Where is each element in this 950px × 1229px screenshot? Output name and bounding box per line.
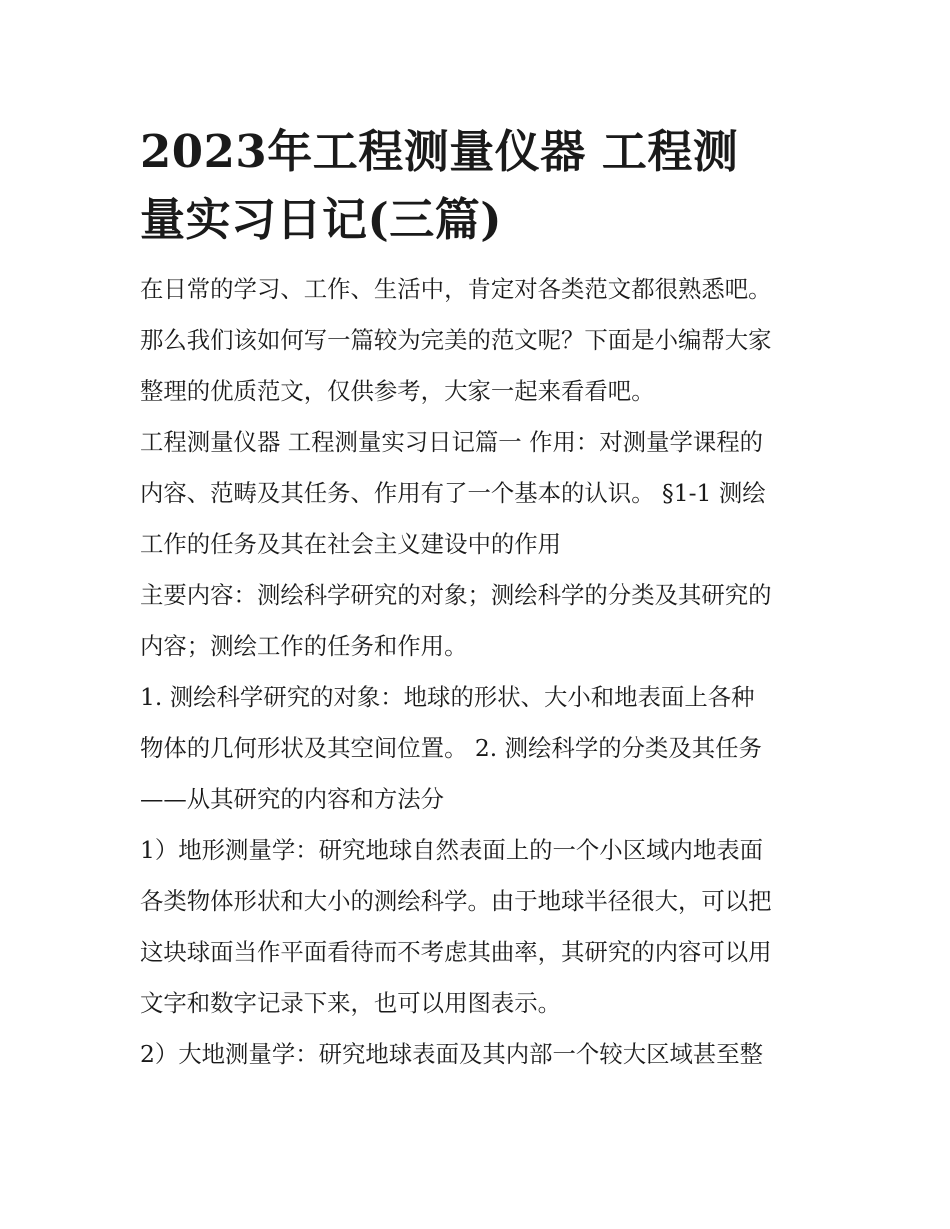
title-line: 量实习日记(三篇) (140, 193, 503, 246)
text-line: 工程测量仪器 工程测量实习日记篇一 作用：对测量学课程的 (140, 428, 764, 456)
text-line: 整理的优质范文，仅供参考，大家一起来看看吧。 (140, 377, 655, 405)
text-line: 主要内容：测绘科学研究的对象；测绘科学的分类及其研究的 (140, 581, 772, 609)
text-line: 那么我们该如何写一篇较为完美的范文呢？下面是小编帮大家 (140, 326, 772, 354)
title-line: 2023年工程测量仪器 工程测 (140, 125, 739, 178)
text-line: 这块球面当作平面看待而不考虑其曲率，其研究的内容可以用 (140, 938, 772, 966)
text-line: 文字和数字记录下来，也可以用图表示。 (140, 989, 562, 1017)
paragraph-intro (140, 264, 820, 417)
text-line: ——从其研究的内容和方法分 (140, 785, 445, 813)
text-line: 物体的几何形状及其空间位置。 2. 测绘科学的分类及其任务 (140, 734, 762, 762)
paragraph-research-object (140, 672, 820, 825)
paragraph-chapter-one (140, 417, 820, 570)
text-line: 2）大地测量学：研究地球表面及其内部一个较大区域甚至整 (140, 1040, 764, 1068)
text-line: 工作的任务及其在社会主义建设中的作用 (140, 530, 562, 558)
text-line: 1. 测绘科学研究的对象：地球的形状、大小和地表面上各种 (140, 683, 755, 711)
paragraph-geodesy (140, 1029, 820, 1080)
text-line: 1）地形测量学：研究地球自然表面上的一个小区域内地表面 (140, 836, 764, 864)
paragraph-topographic-survey (140, 825, 820, 1029)
paragraph-main-content (140, 570, 820, 672)
document-title (140, 118, 820, 254)
text-line: 在日常的学习、工作、生活中，肯定对各类范文都很熟悉吧。 (140, 275, 772, 303)
text-line: 各类物体形状和大小的测绘科学。由于地球半径很大，可以把 (140, 887, 772, 915)
document-page (140, 118, 820, 1080)
text-line: 内容、范畴及其任务、作用有了一个基本的认识。 §1-1 测绘 (140, 479, 766, 507)
text-line: 内容；测绘工作的任务和作用。 (140, 632, 468, 660)
